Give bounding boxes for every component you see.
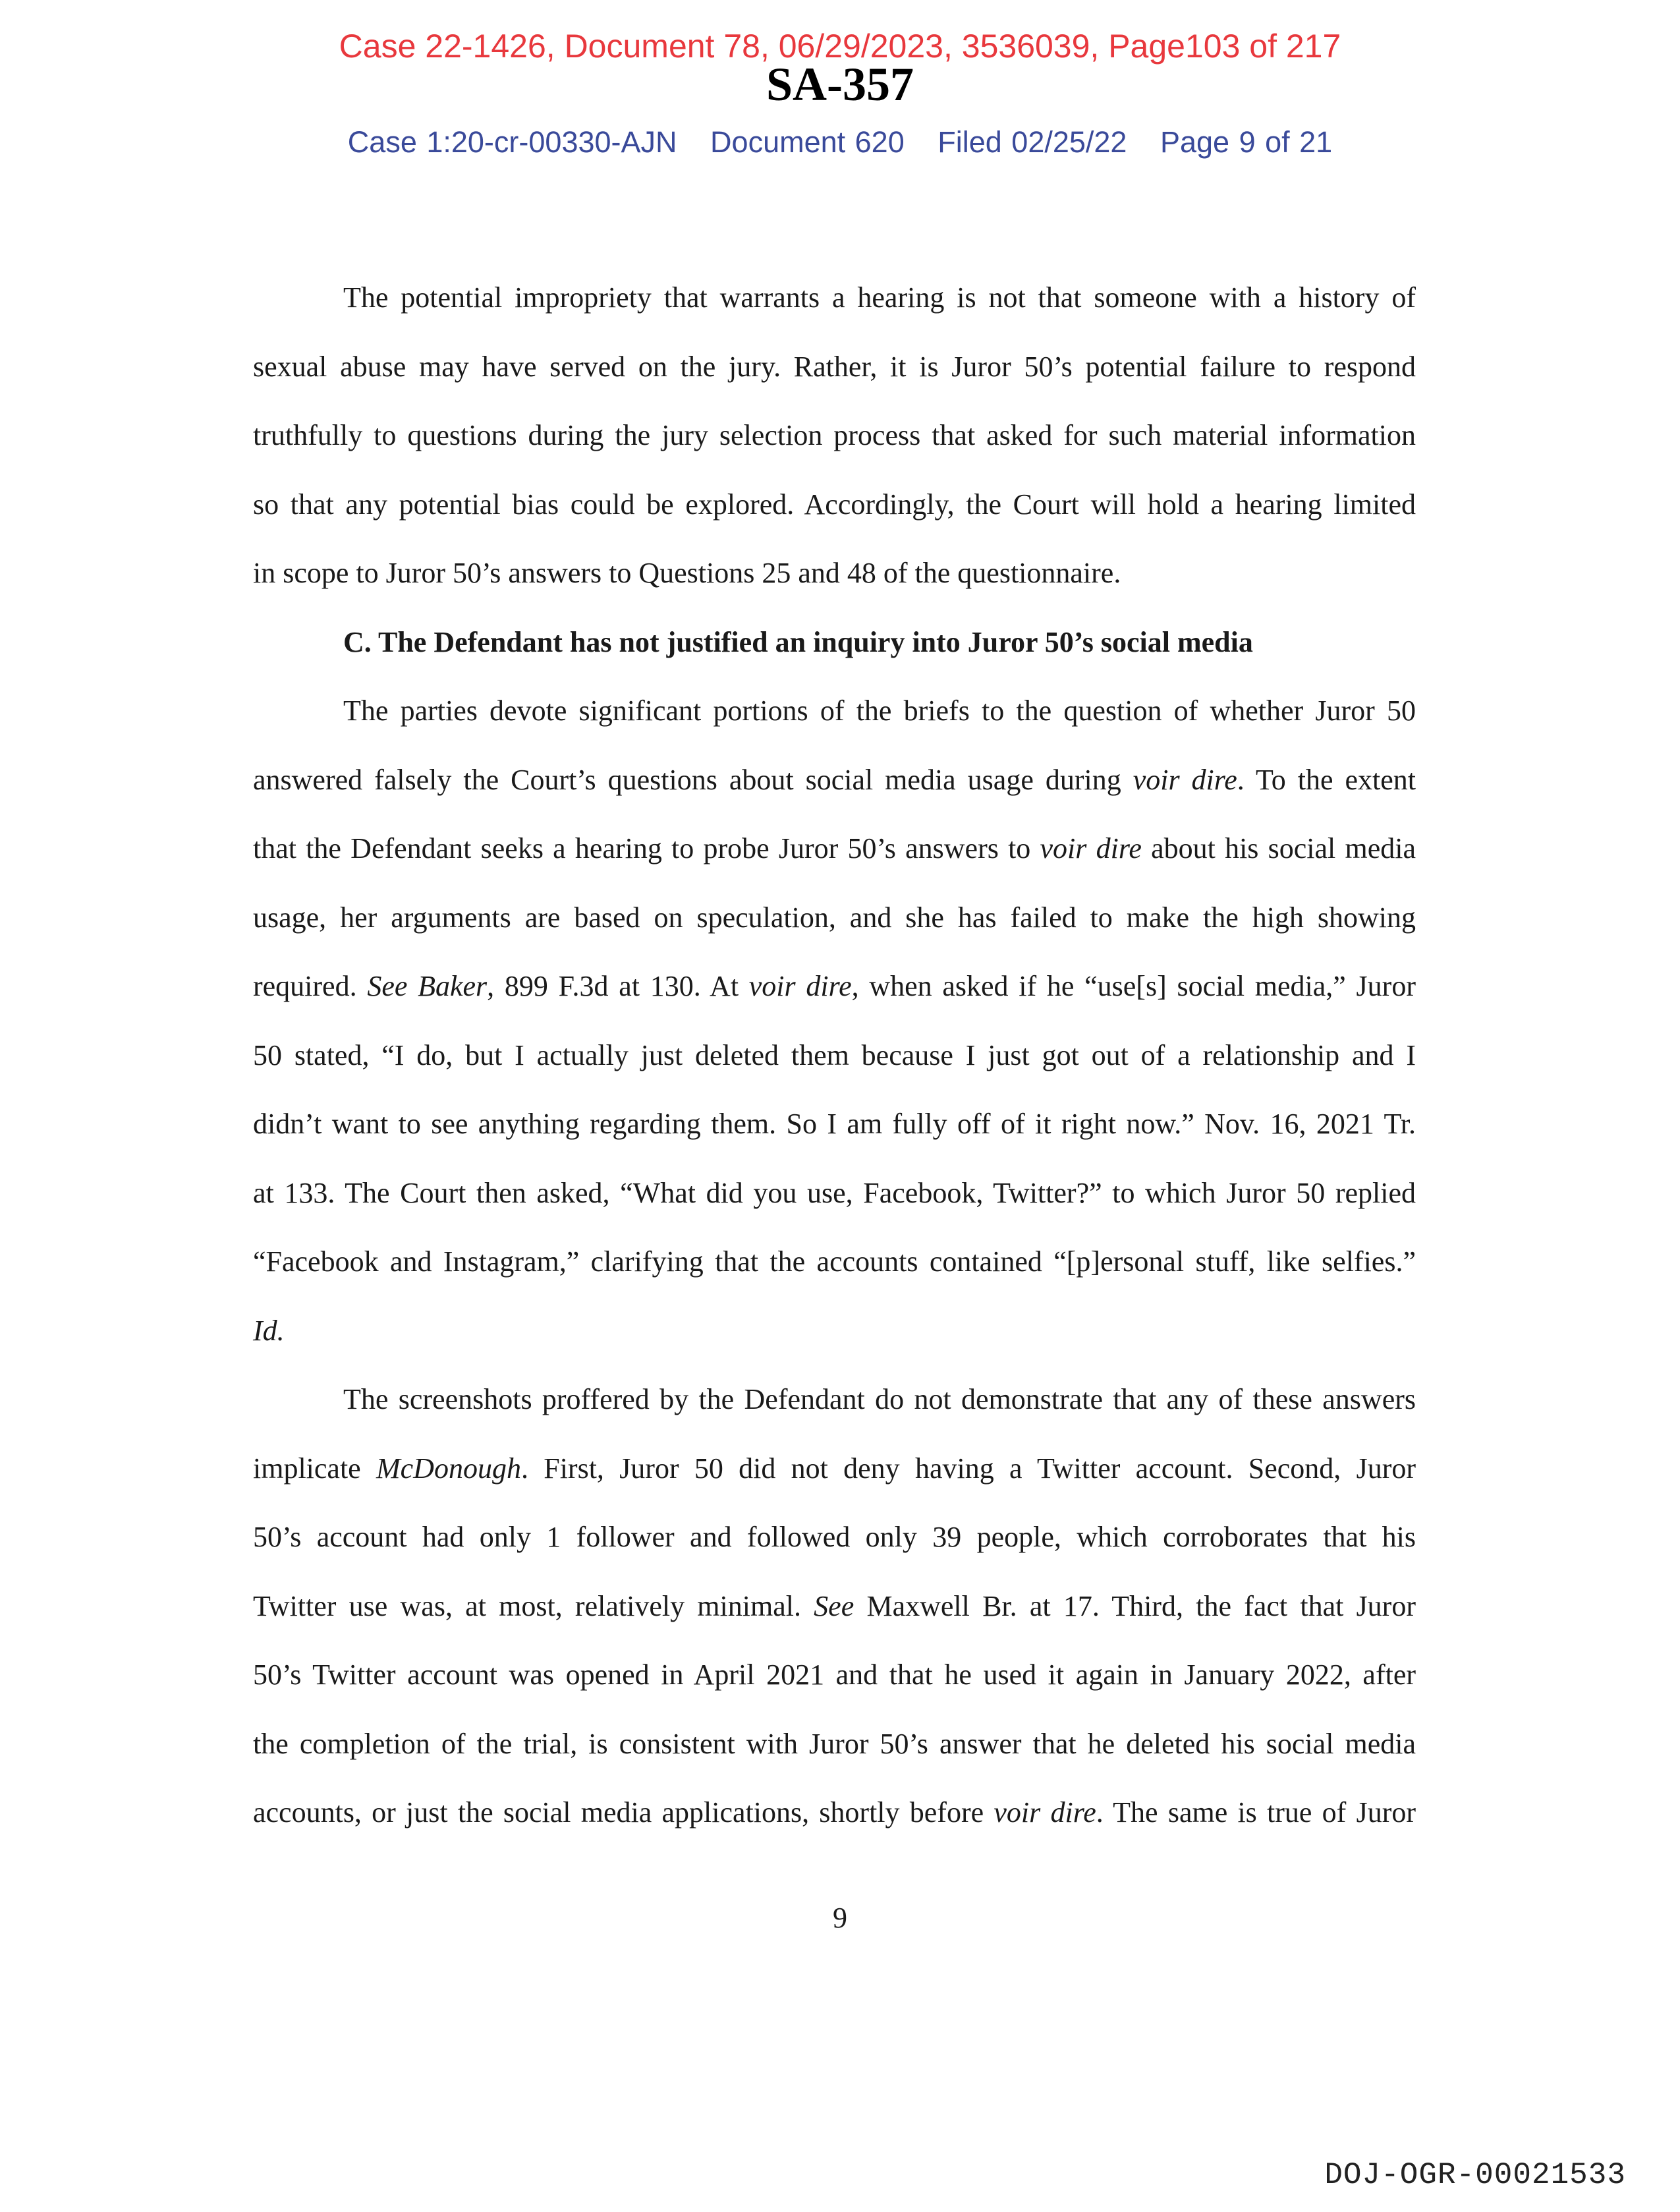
text-line: [253, 1297, 1416, 1366]
text-run: , when asked if he “use[s] social media,” Juror: [851, 970, 1416, 1002]
text-line: truthfully to questions during the jury selection process that asked for such material information: [253, 419, 1416, 451]
text-line: [253, 1778, 1416, 1848]
italic-term: voir dire: [994, 1796, 1096, 1829]
text-line: sexual abuse may have served on the jury. Rather, it is Juror 50’s potential failure to respond: [253, 350, 1416, 383]
id-citation: Id.: [253, 1314, 285, 1347]
section-heading-c: C. The Defendant has not justified an inquiry into Juror 50’s social media: [343, 625, 1253, 658]
text-line: [253, 1434, 1416, 1504]
document-body: [253, 264, 1416, 1848]
sa-page-number: SA-357: [766, 58, 914, 111]
paragraph-screenshots: [253, 1365, 1416, 1848]
text-run: . First, Juror 50 did not deny having a Twitter account. Second, Juror: [520, 1452, 1416, 1485]
text-line: The screenshots proffered by the Defendant do not demonstrate that any of these answers: [343, 1383, 1416, 1415]
text-run: . To the extent: [1237, 763, 1416, 796]
italic-term: voir dire: [1133, 763, 1237, 796]
signal-see: See: [814, 1589, 854, 1622]
text-line: [253, 1572, 1416, 1641]
text-run: accounts, or just the social media applications, shortly before: [253, 1796, 994, 1829]
district-case-number: Case 1:20-cr-00330-AJN: [347, 125, 677, 159]
paragraph-hearing-scope: [253, 264, 1416, 608]
paragraph-social-media: [253, 677, 1416, 1365]
text-line: The potential impropriety that warrants a hearing is not that someone with a history of: [343, 281, 1416, 314]
text-line: usage, her arguments are based on speculation, and she has failed to make the high showing: [253, 901, 1416, 934]
case-citation: McDonough: [376, 1452, 521, 1485]
text-line: [253, 952, 1416, 1021]
district-filed-date: Filed 02/25/22: [938, 125, 1127, 159]
page-number: 9: [833, 1902, 847, 1934]
district-document-number: Document 620: [710, 125, 905, 159]
text-line: 50’s account had only 1 follower and followed only 39 people, which corroborates that his: [253, 1521, 1416, 1553]
text-run: that the Defendant seeks a hearing to probe Juror 50’s answers to: [253, 832, 1040, 865]
text-run: required.: [253, 970, 368, 1002]
text-line: “Facebook and Instagram,” clarifying that the accounts contained “[p]ersonal stuff, like selfies.”: [253, 1245, 1416, 1278]
italic-term: voir dire: [1040, 832, 1142, 865]
text-line: [253, 814, 1416, 884]
text-line: the completion of the trial, is consistent with Juror 50’s answer that he deleted his social media: [253, 1727, 1416, 1760]
text-run: . The same is true of Juror: [1096, 1796, 1416, 1829]
text-run: answered falsely the Court’s questions about social media usage during: [253, 763, 1133, 796]
italic-term: voir dire: [748, 970, 852, 1002]
text-line: 50 stated, “I do, but I actually just deleted them because I just got out of a relationship and I: [253, 1038, 1416, 1071]
case-citation: See Baker: [367, 970, 488, 1002]
appellate-case-stamp: Case 22-1426, Document 78, 06/29/2023, 3536039, Page103 of 217: [339, 28, 1341, 65]
text-line: The parties devote significant portions of the briefs to the question of whether Juror 50: [343, 695, 1416, 727]
text-line: didn’t want to see anything regarding them. So I am fully off of it right now.” Nov. 16, 2021 Tr.: [253, 1108, 1416, 1140]
text-run: about his social media: [1141, 832, 1416, 865]
text-run: Maxwell Br. at 17. Third, the fact that Juror: [854, 1589, 1416, 1622]
text-line: so that any potential bias could be explored. Accordingly, the Court will hold a hearing limited: [253, 488, 1416, 521]
text-run: implicate: [253, 1452, 376, 1485]
text-line: at 133. The Court then asked, “What did you use, Facebook, Twitter?” to which Juror 50 replied: [253, 1176, 1416, 1209]
district-page-count: Page 9 of 21: [1160, 125, 1333, 159]
district-case-stamp: [0, 124, 1680, 161]
text-run: , 899 F.3d at 130. At: [487, 970, 749, 1002]
bates-number: DOJ-OGR-00021533: [1324, 2158, 1626, 2192]
text-line: in scope to Juror 50’s answers to Questions 25 and 48 of the questionnaire.: [253, 557, 1121, 589]
text-line: [253, 746, 1416, 815]
text-line: 50’s Twitter account was opened in April 2021 and that he used it again in January 2022, after: [253, 1659, 1416, 1691]
text-run: Twitter use was, at most, relatively minimal.: [253, 1589, 814, 1622]
